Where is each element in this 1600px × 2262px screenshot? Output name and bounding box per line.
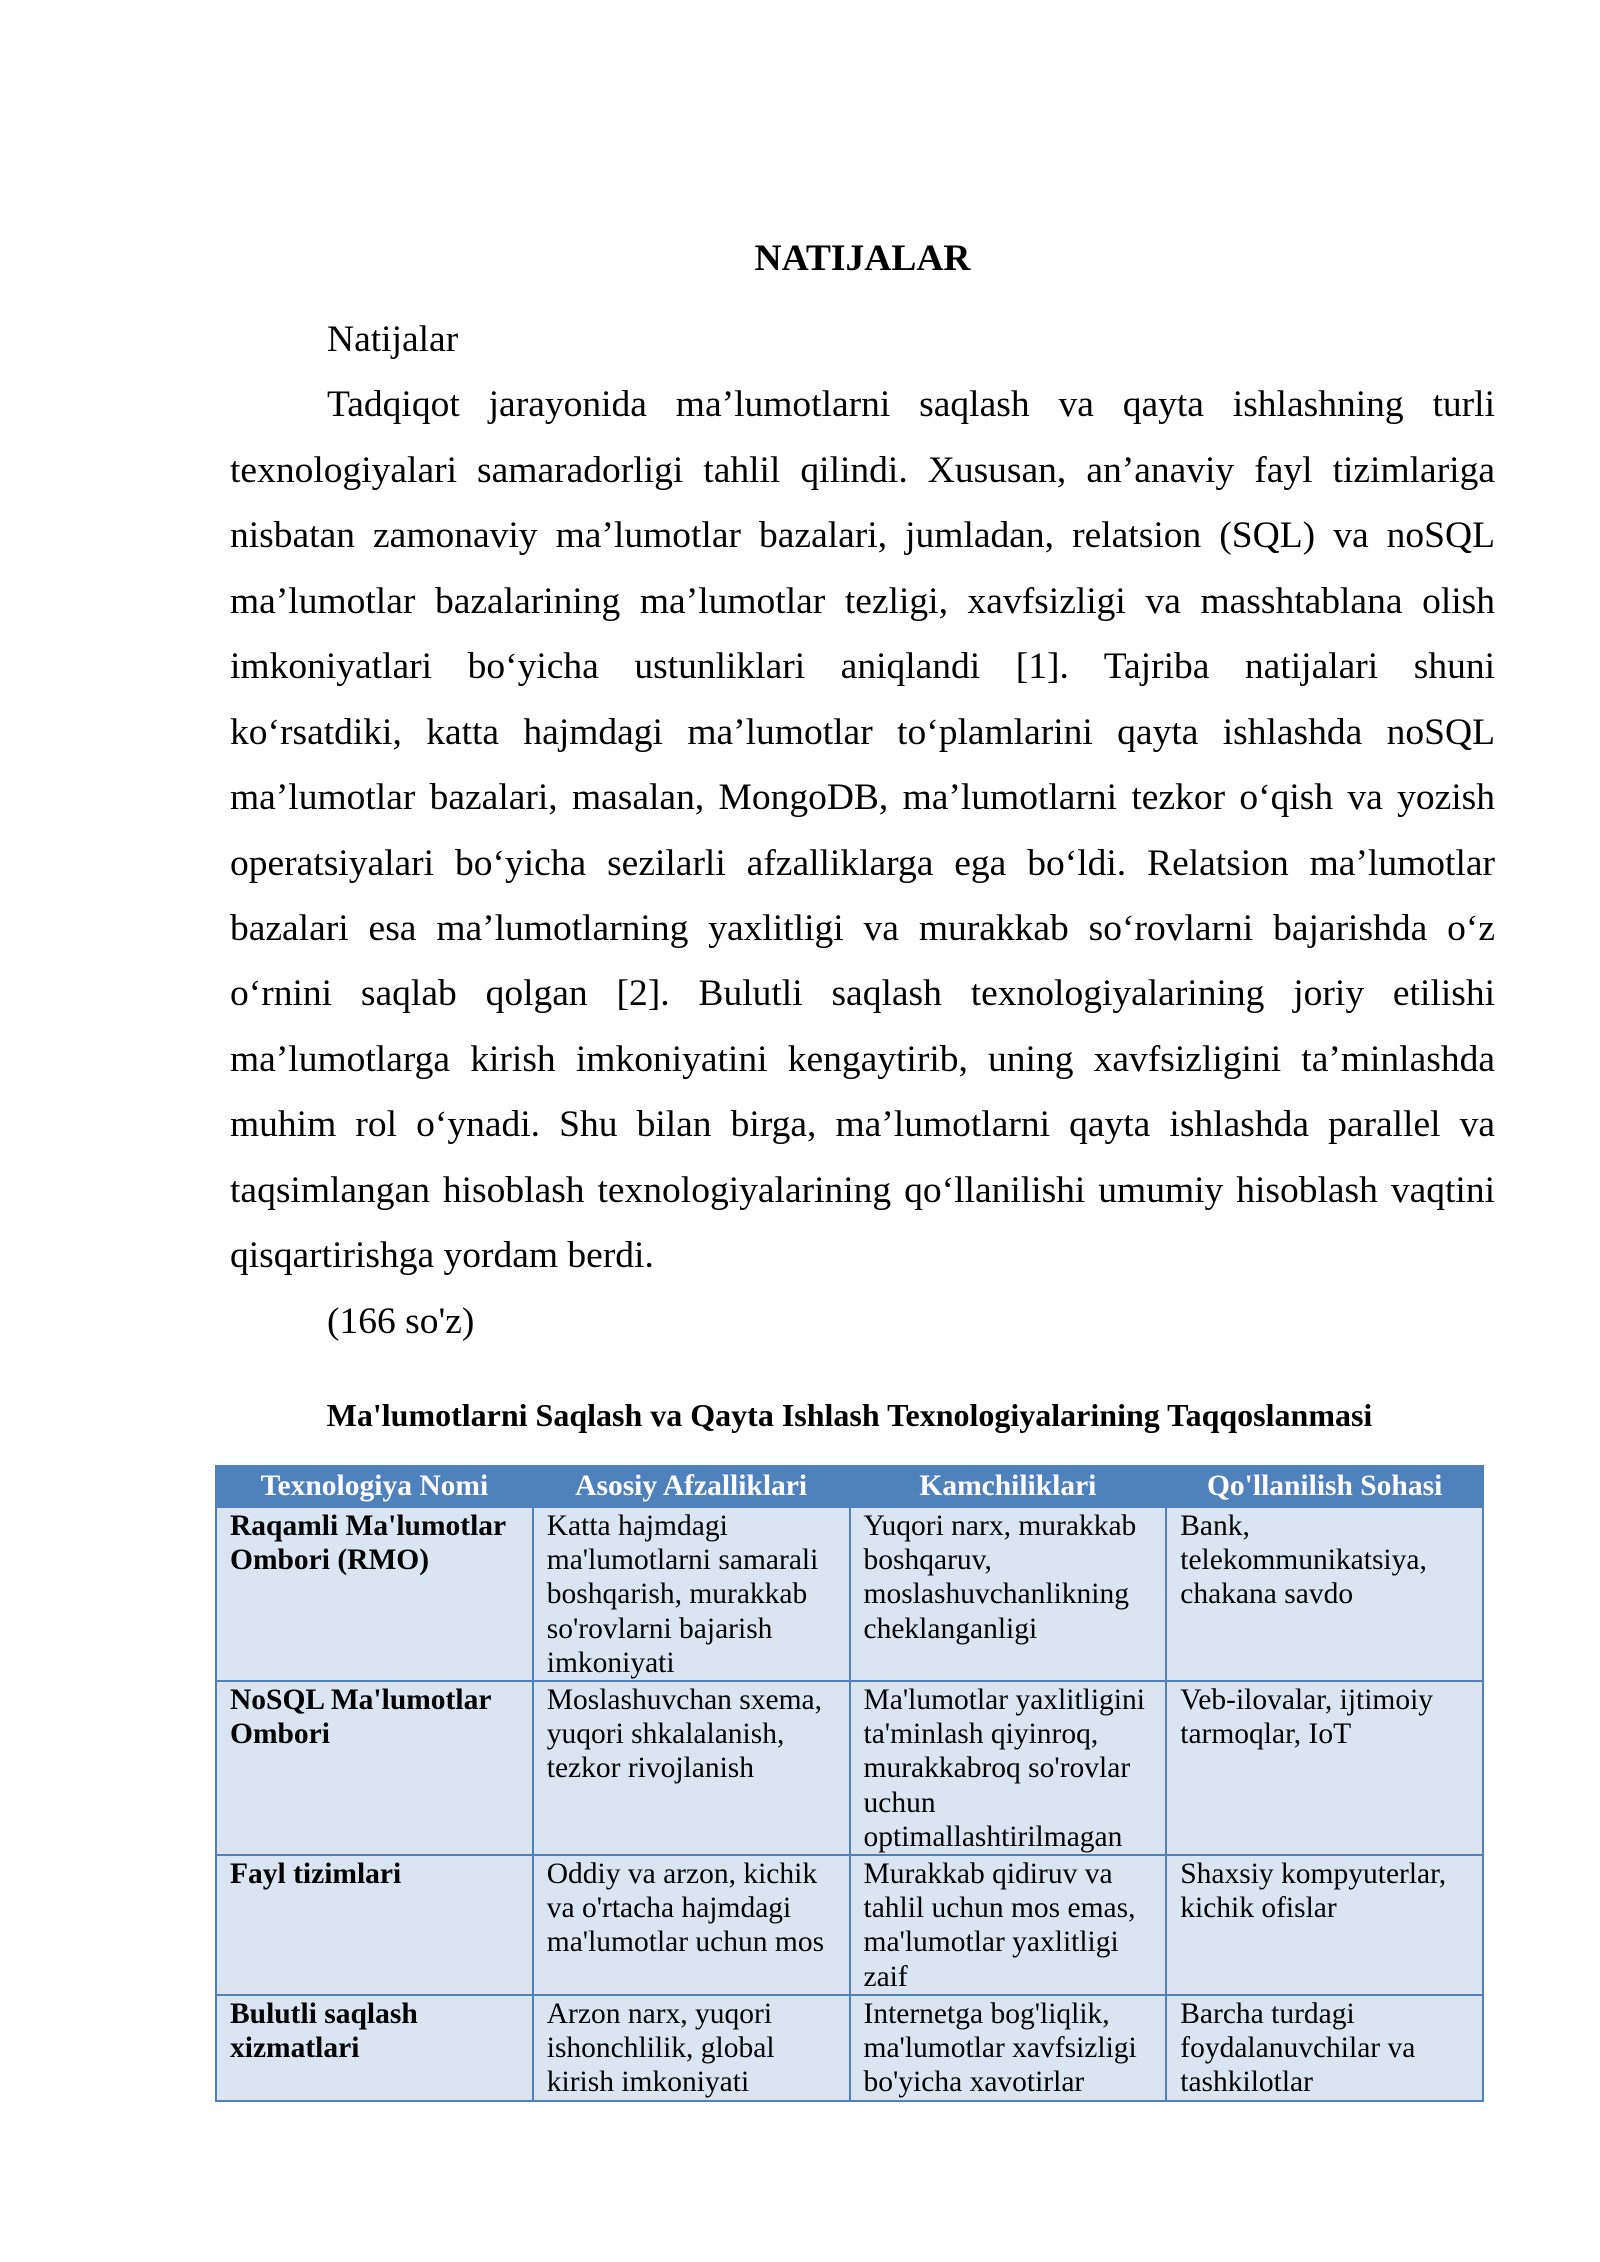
paragraph-line: o‘rnini saqlab qolgan [2]. Bulutli saqlash texnologiyalarining joriy etilishi [230,973,1495,1015]
header-disadvantages: Kamchiliklari [850,1466,1167,1507]
table-caption: Ma'lumotlarni Saqlash va Qayta Ishlash Texnologiyalarining Taqqoslanmasi [326,1397,1373,1433]
advantages-cell: Moslashuvchan sxema, yuqori shkalalanish, tezkor rivojlanish [533,1681,850,1855]
paragraph-line: taqsimlangan hisoblash texnologiyalarining qo‘llanilishi umumiy hisoblash vaqtini [230,1169,1495,1211]
disadvantages-cell: Yuqori narx, murakkab boshqaruv, moslashuvchanlikning cheklanganligi [850,1507,1167,1681]
table-row [216,1507,1483,1681]
table-row [216,1681,1483,1855]
technology-name-cell: Fayl tizimlari [216,1855,533,1995]
paragraph-line: imkoniyatlari bo‘yicha ustunliklari aniqlandi [1]. Tajriba natijalari shuni [230,646,1495,688]
paragraph-line: ma’lumotlar bazalari, masalan, MongoDB, ma’lumotlarni tezkor o‘qish va yozish [230,777,1495,819]
word-count: (166 so'z) [327,1300,475,1342]
application-area-cell: Shaxsiy kompyuterlar, kichik ofislar [1166,1855,1483,1995]
technology-name-cell: NoSQL Ma'lumotlar Ombori [216,1681,533,1855]
paragraph-line: bazalari esa ma’lumotlarning yaxlitligi va murakkab so‘rovlarni bajarishda o‘z [230,907,1495,949]
advantages-cell: Arzon narx, yuqori ishonchlilik, global kirish imkoniyati [533,1995,850,2101]
application-area-cell: Bank, telekommunikatsiya, chakana savdo [1166,1507,1483,1681]
paragraph-line: ma’lumotlarga kirish imkoniyatini kengaytirib, uning xavfsizligini ta’minlashda [230,1038,1495,1080]
disadvantages-cell: Internetga bog'liqlik, ma'lumotlar xavfsizligi bo'yicha xavotirlar [850,1995,1167,2101]
application-area-cell: Veb-ilovalar, ijtimoiy tarmoqlar, IoT [1166,1681,1483,1855]
section-title: NATIJALAR [754,238,971,279]
paragraph-line: muhim rol o‘ynadi. Shu bilan birga, ma’lumotlarni qayta ishlashda parallel va [230,1104,1495,1146]
advantages-cell: Oddiy va arzon, kichik va o'rtacha hajmdagi ma'lumotlar uchun mos [533,1855,850,1995]
application-area-cell: Barcha turdagi foydalanuvchilar va tashkilotlar [1166,1995,1483,2101]
header-main-advantages: Asosiy Afzalliklari [533,1466,850,1507]
header-technology-name: Texnologiya Nomi [216,1466,533,1507]
paragraph-line: texnologiyalari samaradorligi tahlil qilindi. Xususan, an’anaviy fayl tizimlariga [230,449,1495,491]
paragraph-line: operatsiyalari bo‘yicha sezilarli afzalliklarga ega bo‘ldi. Relatsion ma’lumotlar [230,842,1495,884]
technology-name-cell: Bulutli saqlash xizmatlari [216,1995,533,2101]
advantages-cell: Katta hajmdagi ma'lumotlarni samarali boshqarish, murakkab so'rovlarni bajarish imkoniyati [533,1507,850,1681]
table-row [216,1995,1483,2101]
table-row [216,1855,1483,1995]
paragraph-line: qisqartirishga yordam berdi. [230,1235,654,1277]
comparison-table [215,1465,1484,2102]
paragraph-line: ko‘rsatdiki, katta hajmdagi ma’lumotlar to‘plamlarini qayta ishlashda noSQL [230,711,1495,753]
paragraph-line: nisbatan zamonaviy ma’lumotlar bazalari, jumladan, relatsion (SQL) va noSQL [230,515,1495,557]
subheading: Natijalar [327,319,459,360]
table-header-row [216,1466,1483,1507]
technology-name-cell: Raqamli Ma'lumotlar Ombori (RMO) [216,1507,533,1681]
paragraph-line: ma’lumotlar bazalarining ma’lumotlar tezligi, xavfsizligi va masshtablana olish [230,580,1495,622]
paragraph-line: Tadqiqot jarayonida ma’lumotlarni saqlash va qayta ishlashning turli [327,384,1495,426]
header-application-area: Qo'llanilish Sohasi [1166,1466,1483,1507]
disadvantages-cell: Ma'lumotlar yaxlitligini ta'minlash qiyinroq, murakkabroq so'rovlar uchun optimallashtirilmagan [850,1681,1167,1855]
disadvantages-cell: Murakkab qidiruv va tahlil uchun mos emas, ma'lumotlar yaxlitligi zaif [850,1855,1167,1995]
results-text-block [230,307,1495,1354]
